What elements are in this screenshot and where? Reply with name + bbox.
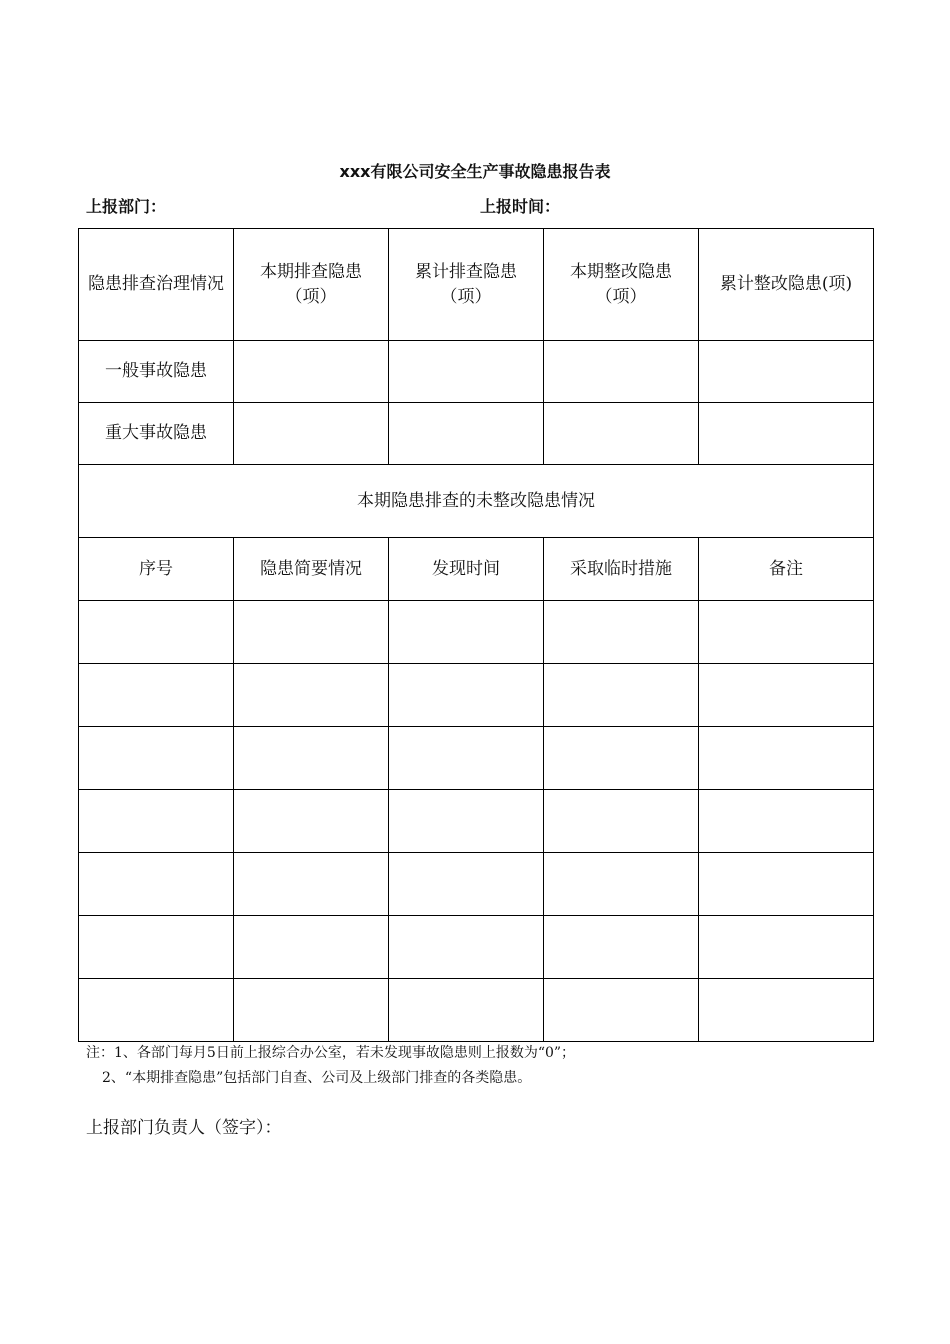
detail-cell[interactable] bbox=[699, 916, 874, 979]
detail-cell[interactable] bbox=[79, 664, 234, 727]
detail-row bbox=[79, 790, 874, 853]
detail-cell[interactable] bbox=[389, 853, 544, 916]
header-cell: 隐患排查治理情况 bbox=[79, 229, 234, 341]
detail-header-row bbox=[79, 538, 874, 601]
detail-cell[interactable] bbox=[234, 790, 389, 853]
detail-cell[interactable] bbox=[79, 727, 234, 790]
detail-header-cell: 备注 bbox=[699, 538, 874, 601]
category-row-general bbox=[79, 341, 874, 403]
detail-cell[interactable] bbox=[389, 664, 544, 727]
category-row-major bbox=[79, 403, 874, 465]
detail-cell[interactable] bbox=[544, 916, 699, 979]
detail-cell[interactable] bbox=[544, 853, 699, 916]
value-cell[interactable] bbox=[389, 403, 544, 465]
report-department-label: 上报部门： bbox=[86, 197, 167, 216]
detail-cell[interactable] bbox=[544, 601, 699, 664]
detail-cell[interactable] bbox=[389, 727, 544, 790]
value-cell[interactable] bbox=[389, 341, 544, 403]
value-cell[interactable] bbox=[234, 341, 389, 403]
detail-cell[interactable] bbox=[544, 664, 699, 727]
detail-cell[interactable] bbox=[544, 790, 699, 853]
category-label: 重大事故隐患 bbox=[79, 403, 234, 465]
value-cell[interactable] bbox=[544, 341, 699, 403]
detail-cell[interactable] bbox=[699, 664, 874, 727]
detail-cell[interactable] bbox=[544, 727, 699, 790]
detail-cell[interactable] bbox=[234, 979, 389, 1042]
detail-header-cell: 发现时间 bbox=[389, 538, 544, 601]
detail-cell[interactable] bbox=[699, 853, 874, 916]
header-cell: 累计排查隐患（项） bbox=[389, 229, 544, 341]
detail-cell[interactable] bbox=[389, 979, 544, 1042]
hazard-report-table bbox=[78, 228, 874, 1042]
header-cell: 本期整改隐患（项） bbox=[544, 229, 699, 341]
detail-header-cell: 隐患简要情况 bbox=[234, 538, 389, 601]
detail-cell[interactable] bbox=[79, 979, 234, 1042]
detail-cell[interactable] bbox=[699, 727, 874, 790]
detail-cell[interactable] bbox=[79, 853, 234, 916]
detail-row bbox=[79, 601, 874, 664]
signature-label: 上报部门负责人（签字）： bbox=[86, 1118, 282, 1138]
detail-row bbox=[79, 853, 874, 916]
value-cell[interactable] bbox=[234, 403, 389, 465]
detail-cell[interactable] bbox=[234, 601, 389, 664]
section-title-row bbox=[79, 465, 874, 538]
detail-row bbox=[79, 727, 874, 790]
detail-cell[interactable] bbox=[699, 601, 874, 664]
report-time-label: 上报时间： bbox=[480, 197, 561, 216]
detail-cell[interactable] bbox=[544, 979, 699, 1042]
category-label: 一般事故隐患 bbox=[79, 341, 234, 403]
header-cell: 累计整改隐患(项) bbox=[699, 229, 874, 341]
summary-header-row bbox=[79, 229, 874, 341]
document-title: xxx有限公司安全生产事故隐患报告表 bbox=[339, 162, 611, 181]
detail-cell[interactable] bbox=[389, 601, 544, 664]
value-cell[interactable] bbox=[699, 341, 874, 403]
header-cell: 本期排查隐患（项） bbox=[234, 229, 389, 341]
detail-header-cell: 采取临时措施 bbox=[544, 538, 699, 601]
detail-row bbox=[79, 979, 874, 1042]
detail-cell[interactable] bbox=[234, 916, 389, 979]
detail-row bbox=[79, 916, 874, 979]
detail-cell[interactable] bbox=[389, 790, 544, 853]
detail-cell[interactable] bbox=[234, 853, 389, 916]
detail-row bbox=[79, 664, 874, 727]
footnote-1: 注：1、各部门每月5日前上报综合办公室，若未发现事故隐患则上报数为“0”； bbox=[86, 1045, 576, 1061]
detail-cell[interactable] bbox=[79, 790, 234, 853]
detail-cell[interactable] bbox=[234, 727, 389, 790]
detail-cell[interactable] bbox=[79, 601, 234, 664]
detail-cell[interactable] bbox=[79, 916, 234, 979]
value-cell[interactable] bbox=[699, 403, 874, 465]
detail-cell[interactable] bbox=[699, 979, 874, 1042]
value-cell[interactable] bbox=[544, 403, 699, 465]
detail-cell[interactable] bbox=[389, 916, 544, 979]
detail-cell[interactable] bbox=[234, 664, 389, 727]
detail-header-cell: 序号 bbox=[79, 538, 234, 601]
footnote-2: 2、“本期排查隐患”包括部门自查、公司及上级部门排查的各类隐患。 bbox=[102, 1070, 532, 1086]
detail-cell[interactable] bbox=[699, 790, 874, 853]
section-title: 本期隐患排查的未整改隐患情况 bbox=[79, 465, 874, 538]
